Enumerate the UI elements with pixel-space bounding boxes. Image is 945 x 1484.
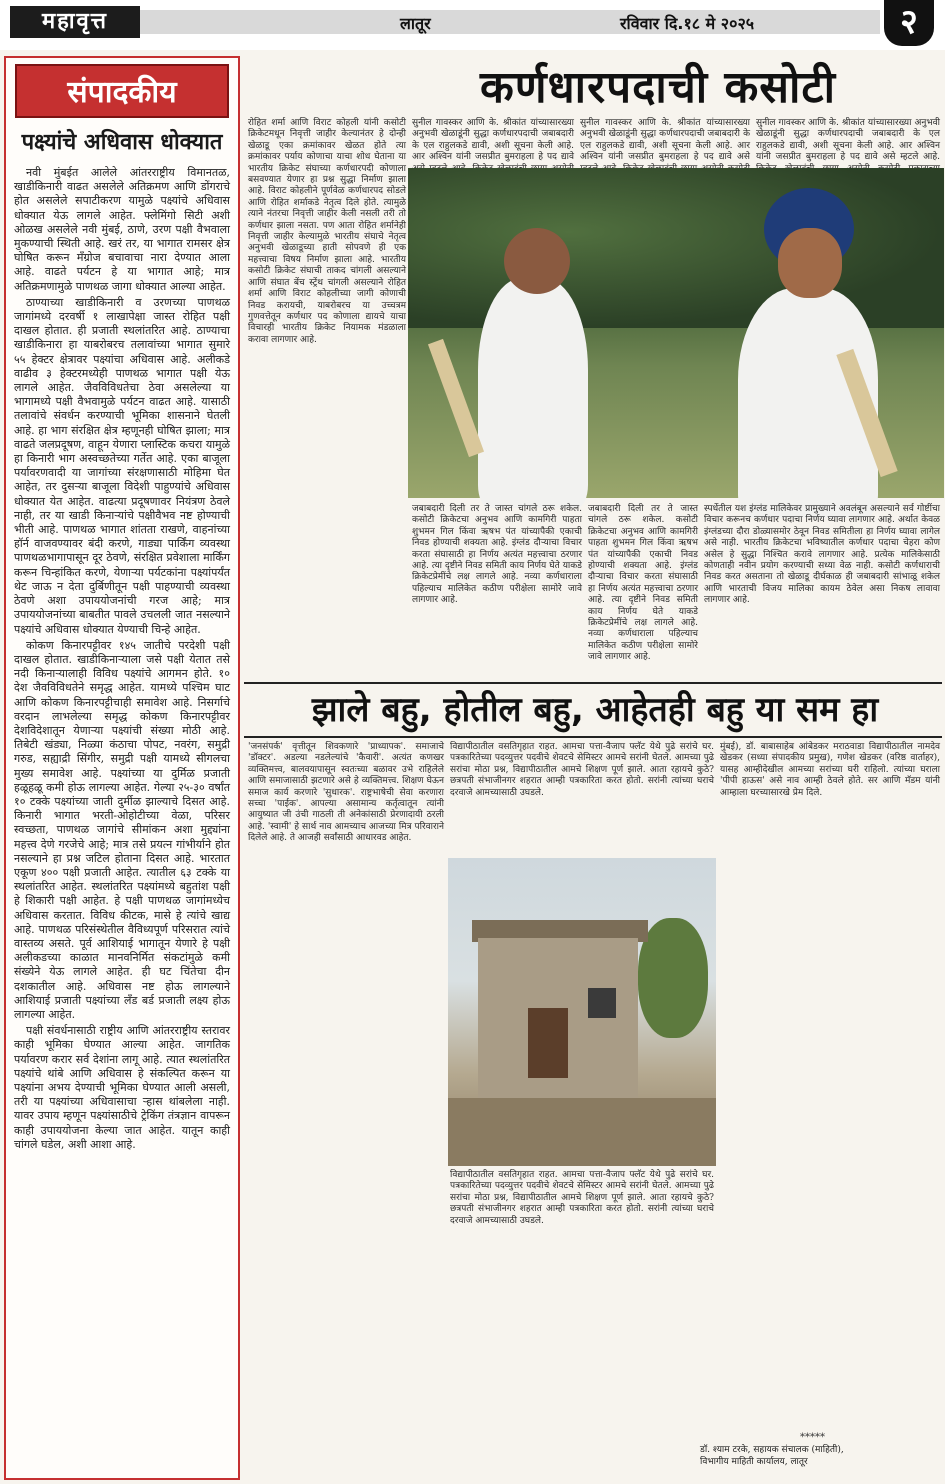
player-figure	[478, 278, 588, 508]
section-divider	[244, 682, 942, 684]
cricket-bat	[428, 339, 484, 457]
story1-column: सुनील गावस्कर आणि के. श्रीकांत यांच्यासारख्या अनुभवी खेळाडूंनी सुद्धा कर्णधारपदाची जबाबदारी के एल राहुलकडे द्यावी, अशी सूचना केली आहे. आर अश्विन यांनी जसप्रीत बुमराहला हे पद द्यावे असे म्हटले आहे.	[756, 118, 940, 163]
tree	[638, 918, 708, 1038]
edition-city: लातूर	[400, 14, 431, 33]
player-head	[504, 228, 570, 294]
story1-headline: कर्णधारपदाची कसोटी	[480, 62, 836, 113]
story2-column: 'जनसंपर्क' वृत्तीतून शिवकणारे 'प्राध्यापक'. समाजाचे 'डॉक्टर'. अडल्या नडलेल्यांचे 'कैवारी'. अत्यंत कणखर व्यक्तिमत्त्व, बालवयापासून स्वतःच्या बळावर उभे राहिलेले आणि समाजासाठी झटणारे असे हे व्यक्तिमत्त्व. शिक्षण घेऊन समाज कार्य करणारे 'सुधारक'. राष्ट्रभाषेची सेवा करणारा सच्चा 'पाईक'. आपल्या असामान्य कर्तृत्वातून त्यांनी आयुष्यात जी उंची गाठली ती अनेकांसाठी प्रेरणादायी ठरली आहे. 'स्वामी' हे सार्थ नाव आमच्याच आजच्या मित्र परिवाराने दिलेले आहे. ते आजही सर्वांसाठी आधारवड आहेत.	[248, 742, 444, 844]
house-window	[588, 988, 616, 1018]
newspaper-name: महावृत्त	[10, 6, 140, 38]
masthead	[0, 0, 945, 50]
editorial-badge: संपादकीय	[15, 64, 229, 118]
byline-office: विभागीय माहिती कार्यालय, लातूर	[700, 1457, 808, 1467]
editorial-paragraph: ठाण्याच्या खाडीकिनारी व उरणच्या पाणथळ जागांमध्ये दरवर्षी १ लाखापेक्षा जास्त रोहित पक्षी दाखल होतात. ही प्रजाती स्थलांतरित आहे. ठाण्याचा खाडीकिनारा हा याबरोबरच तलावांच्या भागात सुमारे ५५ हेक्टर क्षेत्रावर पक्ष्यांचा अधिवास आहे. अलीकडे वाढीव ३ हेक्टरमध्येही पाणथळ भागात पक्षी येऊ लागले आहेत. जैवविविधतेचा ठेवा असलेल्या या भागामध्ये पक्षी वैभवामुळे पर्यटन वाढत आहे. यासाठी तलावांचे संवर्धन करण्याची भूमिका शासनाने घेतली आहे. हा भाग संरक्षित क्षेत्र म्हणूनही घोषित झाला; मात्र वाढते जलप्रदूषण, वाहून येणारा प्लास्टिक कचरा यामुळे हा किनारी भाग अस्वच्छतेच्या गर्तेत आहे. एका बाजूला पर्यावरणवादी या जागांच्या संरक्षणासाठी मोहिमा घेत आहेत, तर दुसऱ्या बाजूला विदेशी पाहुण्यांचे अधिवास धोक्यात येत आहेत. वाढत्या प्रदूषणावर नियंत्रण ठेवले नाही, तर या खाडी किनाऱ्यांचे पक्षीवैभव नष्ट होण्याची भीती आहे. पाणथळ भागात शांतता राखणे, वाहनांच्या हॉर्न वाजवण्यावर बंदी करणे, गाड्या पार्किंग व्यवस्था पाणथळभागापासून दूर ठेवणे, संरक्षित प्रवेशाला मार्किंग करून चिन्हांकित करणे, येणाऱ्या पर्यटकांना पक्ष्यांपर्यंत थेट जाऊ न देता दुर्बिणीतून पक्षी पाहण्याची व्यवस्था ठेवणे अशा उपाययोजनांची गरज आहे; मात्र उपाययोजनांच्या बाबतीत पावले उचलली जात नसल्याने पक्ष्यांचे अधिवास धोक्यात येण्याची चिन्हे आहेत.	[14, 295, 230, 636]
editorial-column	[4, 56, 240, 1480]
story1-column: जबाबदारी दिली तर ते जास्त चांगले ठरू शकेल. कसोटी क्रिकेटचा अनुभव आणि कामगिरी पाहता शुभमन गिल किंवा ऋषभ पंत यांच्यापैकी एकाची निवड होण्याची शक्यता आहे. इंग्लंड दौऱ्याचा विचार करता संघासाठी हा निर्णय अत्यंत महत्त्वाचा ठरणार आहे. त्या दृष्टीने निवड समिती काय निर्णय घेते याकडे क्रिकेटप्रेमींचे लक्ष लागले आहे. नव्या कर्णधाराला पहिल्याच मालिकेत कठीण परीक्षेला सामोरे जावे लागणार आहे.	[588, 504, 698, 663]
house-door	[528, 1008, 568, 1078]
editorial-paragraph: कोकण किनारपट्टीवर १४५ जातीचे परदेशी पक्षी दाखल होतात. खाडीकिनाऱ्याला जसे पक्षी येतात तसे नदी किनाऱ्यालाही विविध पक्ष्यांचे आगमन होते. १० देश जैवविविधतेने समृद्ध आहेत. यामध्ये पश्चिम घाट आणि कोकण किनारपट्टीचाही समावेश आहे. निसर्गाचे वरदान लाभलेल्या समृद्ध कोकण किनारपट्टीवर देशविदेशातून येणाऱ्या पक्ष्यांची संख्या मोठी आहे. तिबेटी खंड्या, निळ्या कंठाचा पोपट, नवरंग, समुद्री गरुड, सह्याद्री सिंगीर, समुद्री पक्षी यामध्ये सीगलचा मुख्य समावेश आहे. पक्ष्यांच्या या दुर्मिळ प्रजाती हळूहळू कमी होऊ लागल्या आहेत. गेल्या २५-३० वर्षांत १० टक्के पक्ष्यांच्या जाती दुर्मीळ झाल्याचे दिसत आहे. किनारी भागात भरती-ओहोटीच्या वेळा, परिसर स्वच्छता, पाणथळ जागांचे सीमांकन अशा मुद्द्यांना महत्त्व देणे गरजेचे आहे; मात्र तसे प्रयत्न गांभीर्याने होत नसल्याने हा प्रश्न जटिल होताना दिसत आहे. भारतात एकूण ४०० पक्षी प्रजाती आहेत. त्यातील ६३ टक्के या स्थलांतरित आहेत. स्थलांतरित पक्ष्यांमध्ये बहुतांश पक्षी हे शिकारी पक्षी आहेत. हे पक्षी पाणथळ जागांमध्येच अधिवास करतात. विविध कीटक, मासे हे त्यांचे खाद्य आहे. पाणथळ परिसंस्थेतील वैविध्यपूर्ण परिसरात त्यांचे वास्तव्य असते. पूर्व आशियाई भागातून येणारे हे पक्षी अलीकडच्या काळात मानवनिर्मित संकटांमुळे कमी संख्येने येऊ लागले आहेत. ही घट चिंतेचा दीन दशकातील आहे. अधिवास नष्ट होऊ लागल्याने आशियाई प्रजाती पक्ष्यांच्या लॅंड बर्ड प्रजाती लक्ष्य होऊ लागल्या आहेत.	[14, 638, 230, 1021]
story1-column: सुनील गावस्कर आणि के. श्रीकांत यांच्यासारख्या अनुभवी खेळाडूंनी सुद्धा कर्णधारपदाची जबाबदारी के एल राहुलकडे द्यावी, अशी सूचना केली आहे. आर अश्विन यांनी जसप्रीत बुमराहला हे पद द्यावे असे	[580, 118, 750, 163]
byline-author: डॉ. श्याम टरके, सहायक संचालक (माहिती),	[700, 1445, 844, 1455]
editorial-paragraph: नवी मुंबईत आलेले आंतरराष्ट्रीय विमानतळ, खाडीकिनारी वाढत असलेले अतिक्रमण आणि डोंगराचे होत असलेले सपाटीकरण यामुळे पक्ष्यांचे अधिवास धोक्यात येऊ लागले आहेत. फ्लेमिंगो सिटी अशी ओळख असलेले नवी मुंबई, ठाणे, उरण पक्षी वैभवाला मुकण्याची स्थिती आहे. खरं तर, या भागात रामसर क्षेत्र घोषित करून मॅंग्रोज बचावाचा नारा देण्यात आला आहे. वाढते पर्यटन हे या भागात आहे; मात्र अतिक्रमणामुळे पाणथळ जागा धोक्यात आल्या आहेत.	[14, 166, 230, 293]
page-number: २	[884, 0, 934, 46]
editorial-title: पक्ष्यांचे अधिवास धोक्यात	[21, 130, 223, 155]
editorial-body	[6, 166, 238, 1152]
story1-column: सुनील गावस्कर आणि के. श्रीकांत यांच्यासारख्या अनुभवी खेळाडूंनी सुद्धा कर्णधारपदाची जबाबदारी के एल राहुलकडे द्यावी, अशी सूचना केली आहे. आर अश्विन यांनी जसप्रीत बुमराहला हे पद द्यावे	[412, 118, 574, 163]
story2-column: विद्यापीठातील वसतिगृहात राहत. आमचा पत्ता-वैजाप फ्लॅट येथे पुढे सरांचे घर. पत्रकारितेच्या पदव्युत्तर पदवीचे शेवटचे सेमिस्टर आमचे सरांनी घेतले. आमच्या पुढे सरांचा मोठा प्रश्न, विद्यापीठातील आमचे शिक्षण पूर्ण झाले. आता रहायचे कुठे? छत्रपती संभाजीनगर शहरात आम्ही पत्रकारिता करत होतो. सरांनी त्यांच्या घराचे दरवाजे आमच्यासाठी उघडले.	[450, 742, 714, 798]
story1-column: जबाबदारी दिली तर ते जास्त चांगले ठरू शकेल. कसोटी क्रिकेटचा अनुभव आणि कामगिरी पाहता शुभमन गिल किंवा ऋषभ पंत यांच्यापैकी एकाची निवड होण्याची शक्यता आहे. इंग्लंड दौऱ्याचा विचार करता संघासाठी हा निर्णय अत्यंत महत्त्वाचा ठरणार आहे. त्या दृष्टीने निवड समिती काय निर्णय घेते याकडे क्रिकेटप्रेमींचे लक्ष लागले आहे. नव्या कर्णधाराला पहिल्याच मालिकेत कठीण परीक्षेला सामोरे जावे लागणार आहे.	[412, 504, 582, 606]
editorial-paragraph: पक्षी संवर्धनासाठी राष्ट्रीय आणि आंतरराष्ट्रीय स्तरावर काही भूमिका घेण्यात आल्या आहेत. जागतिक पर्यावरण करार सर्व देशांना लागू आहे. त्यात स्थलांतरित पक्ष्यांचे थांबे आणि अधिवास हे संकल्पित करून या पक्ष्यांना अभय देण्याची भूमिका घेण्यात आली असली, तरी या पक्ष्यांच्या अधिवासाचा ऱ्हास थांबलेला नाही. यावर उपाय म्हणून पक्ष्यांसाठीचे ट्रेकिंग तंत्रज्ञान वापरून काही उपाययोजना केल्या जात आहेत. यातून काही चांगले घडेल, अशी आशा आहे.	[14, 1024, 230, 1151]
story1-column: रोहित शर्मा आणि विराट कोहली यांनी कसोटी क्रिकेटमधून निवृत्ती जाहीर केल्यानंतर हे दोन्ही खेळाडू एका क्रमांकावर खेळत होते त्या क्रमांकावर पर्याय कोणाचा याचा शोध घेताना या भारतीय क्रिकेट संघाच्या कर्णधारपदी कोणाला बसवण्यात येणार हा प्रश्न सुद्धा निर्माण झाला आहे. विराट कोहलीने पूर्णवेळ कर्णधारपद सोडले आणि रोहित शर्माकडे नेतृत्व दिले होते. त्यामुळे त्याने नंतरचा निवृत्ती जाहीर केली नसली तरी तो कर्णधार झाला नसता. पण आता रोहित शर्मानेही निवृत्ती जाहीर केल्यामुळे भारतीय संघाचे नेतृत्व अनुभवी खेळाडूच्या हाती सोपवणे ही एक महत्त्वाचा विषय निर्माण झाला आहे. भारतीय कसोटी क्रिकेट संघाची ताकद चांगली असल्याने आणि संघात बेंच स्ट्रेंथ चांगली असल्याने रोहित शर्मा आणि विराट कोहलीच्या जागी कोणाची निवड करायची, याबरोबरच या उच्चत्रम गुणवत्तेतून कर्णधार पद कोणाला द्यायचे याचा विचारही भारतीय क्रिकेट नियामक मंडळाला करावा लागणार आहे.	[248, 118, 406, 345]
story1-column: स्पर्धेतील यश इंग्लंड मालिकेवर प्रामुख्याने अवलंबून असल्याने सर्व गोष्टींचा विचार करूनच कर्णधार पदाचा निर्णय घ्यावा लागणार आहे. अर्थात केवळ इंग्लंडच्या दौरा डोळ्यासमोर ठेवून निवड समितीला हा निर्णय घ्यावा लागेल असे नाही. भारतीय क्रिकेटचा भविष्यातील कर्णधार पदाचा चेहरा कोण असेल हे सुद्धा निश्चित करावे लागणार आहे. प्रत्येक मालिकेसाठी कोणताही नवीन प्रयोग करण्याची सध्या वेळ नाही. कसोटी कर्णधाराची निवड करत असताना तो खेळाडू दीर्घकाळ ही जबाबदारी सांभाळू शकेल आणि भारताची विजय मालिका कायम ठेवेल असा निकष लावावा लागणार आहे.	[704, 504, 940, 606]
section-divider	[244, 736, 942, 738]
photo-background	[408, 168, 944, 328]
issue-date: रविवार दि.१८ मे २०२५	[620, 14, 755, 33]
story2-headline: झाले बहु, होतील बहु, आहेतही बहु या सम हा	[311, 690, 879, 730]
story2-column: विद्यापीठातील वसतिगृहात राहत. आमचा पत्ता-वैजाप फ्लॅट येथे पुढे सरांचे घर. पत्रकारितेच्या पदव्युत्तर पदवीचे शेवटचे सेमिस्टर आमचे सरांनी घेतले. आमच्या पुढे सरांचा मोठा प्रश्न, विद्यापीठातील आमचे शिक्षण पूर्ण झाले. आता रहायचे कुठे? छत्रपती संभाजीनगर शहरात आम्ही पत्रकारिता करत होतो. सरांनी त्यांच्या घराचे दरवाजे आमच्यासाठी उघडले.	[450, 1170, 714, 1226]
ground	[448, 1098, 716, 1166]
player-face	[778, 228, 842, 298]
story2-column: मुंबई), डॉ. बाबासाहेब आंबेडकर मराठवाडा विद्यापीठातील नामदेव खेडकर (सध्या संपादकीय प्रमुख), गणेश खेडकर (वरिष्ठ वार्ताहर), यासह आम्हीदेखील आमच्या सरांच्या घरी राहिलो. त्यांच्या घराला 'पीपी हाऊस' असे नाव आम्ही ठेवले होते. सर आणि मॅडम यांनी आम्हाला घरच्यासारखे प्रेम दिले.	[720, 742, 940, 798]
masthead-strip	[140, 10, 880, 34]
byline-stars: *****	[800, 1432, 825, 1443]
cricket-players-photo	[408, 168, 944, 498]
byline	[700, 1444, 940, 1468]
house-photo	[448, 858, 716, 1166]
